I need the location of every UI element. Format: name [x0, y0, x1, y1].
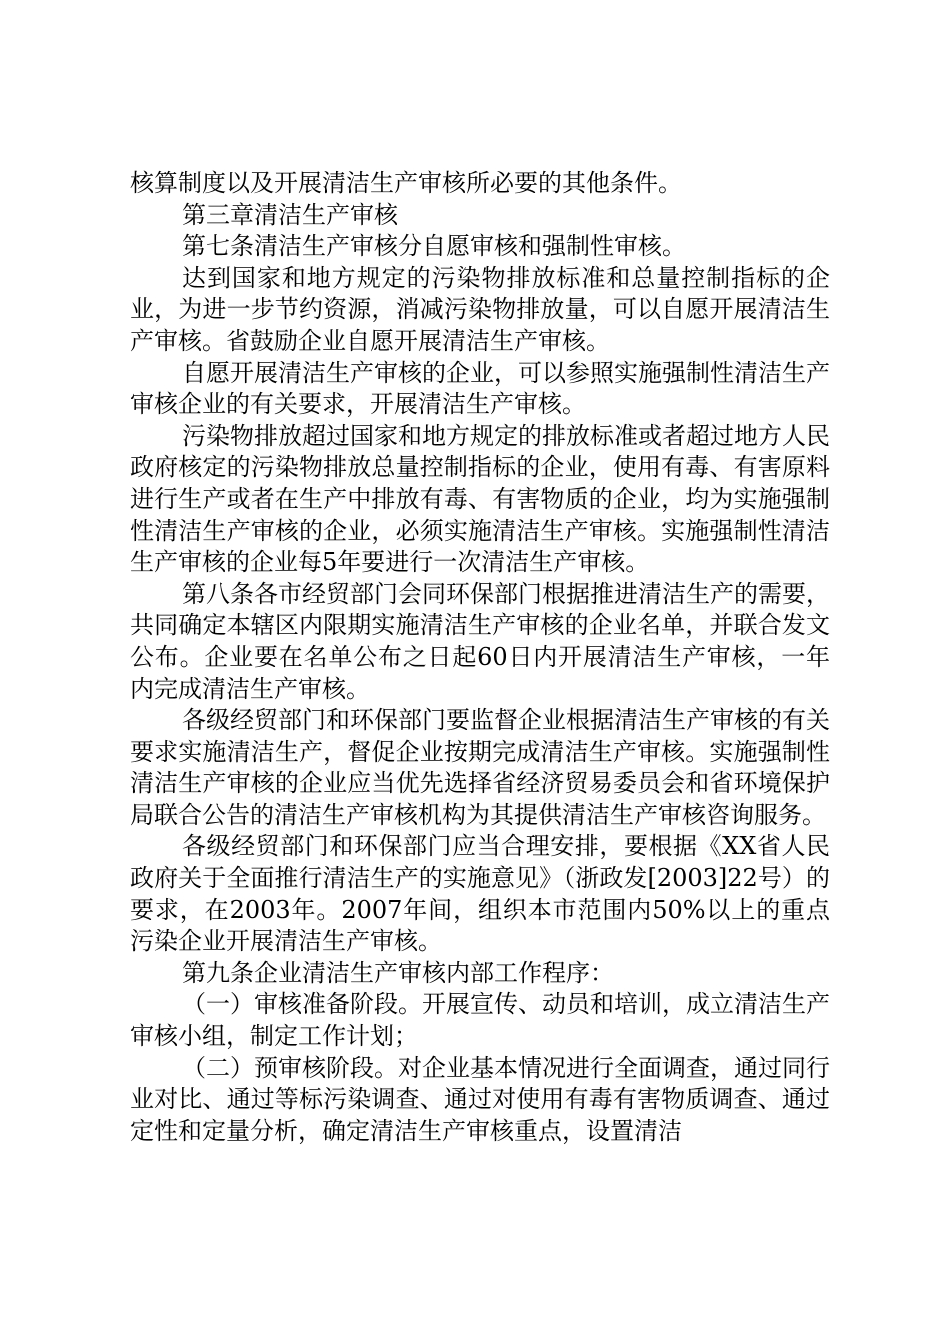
article-8: 第八条各市经贸部门会同环保部门根据推进清洁生产的需要，共同确定本辖区内限期实施清洁生产审核的企业名单，并联合发文公布。企业要在名单公布之日起60日内开展清洁生产审核，一年内完成清洁生产审核。 — [130, 579, 830, 703]
paragraph-conditions: 核算制度以及开展清洁生产审核所必要的其他条件。 — [130, 169, 682, 197]
procedure-step-1: （一）审核准备阶段。开展宣传、动员和培训，成立清洁生产审核小组，制定工作计划； — [130, 990, 830, 1051]
article-7: 第七条清洁生产审核分自愿审核和强制性审核。 — [182, 232, 686, 261]
paragraph-voluntary-audit: 达到国家和地方规定的污染物排放标准和总量控制指标的企业，为进一步节约资源，消减污染物排放量，可以自愿开展清洁生产审核。省鼓励企业自愿开展清洁生产审核。 — [130, 263, 830, 355]
chapter-heading: 第三章清洁生产审核 — [182, 200, 398, 229]
document-page — [130, 168, 830, 1147]
paragraph-arrangement: 各级经贸部门和环保部门应当合理安排，要根据《XX省人民政府关于全面推行清洁生产的实施意见》（浙政发[2003]22号）的要求，在2003年。2007年间，组织本市范围内50%以上的重点污染企业开展清洁生产审核。 — [130, 832, 830, 956]
article-9: 第九条企业清洁生产审核内部工作程序： — [182, 958, 614, 987]
paragraph-mandatory-audit: 污染物排放超过国家和地方规定的排放标准或者超过地方人民政府核定的污染物排放总量控制指标的企业，使用有毒、有害原料进行生产或者在生产中排放有毒、有害物质的企业，均为实施强制性清洁生产审核的企业，必须实施清洁生产审核。实施强制性清洁生产审核的企业每5年要进行一次清洁生产审核。 — [130, 421, 830, 577]
paragraph-supervision: 各级经贸部门和环保部门要监督企业根据清洁生产审核的有关要求实施清洁生产，督促企业按期完成清洁生产审核。实施强制性清洁生产审核的企业应当优先选择省经济贸易委员会和省环境保护局联合公告的清洁生产审核机构为其提供清洁生产审核咨询服务。 — [130, 706, 830, 829]
procedure-step-2: （二）预审核阶段。对企业基本情况进行全面调查，通过同行业对比、通过等标污染调查、通过对使用有毒有害物质调查、通过定性和定量分析，确定清洁生产审核重点，设置清洁 — [130, 1053, 830, 1145]
paragraph-voluntary-reference: 自愿开展清洁生产审核的企业，可以参照实施强制性清洁生产审核企业的有关要求，开展清洁生产审核。 — [130, 358, 830, 419]
